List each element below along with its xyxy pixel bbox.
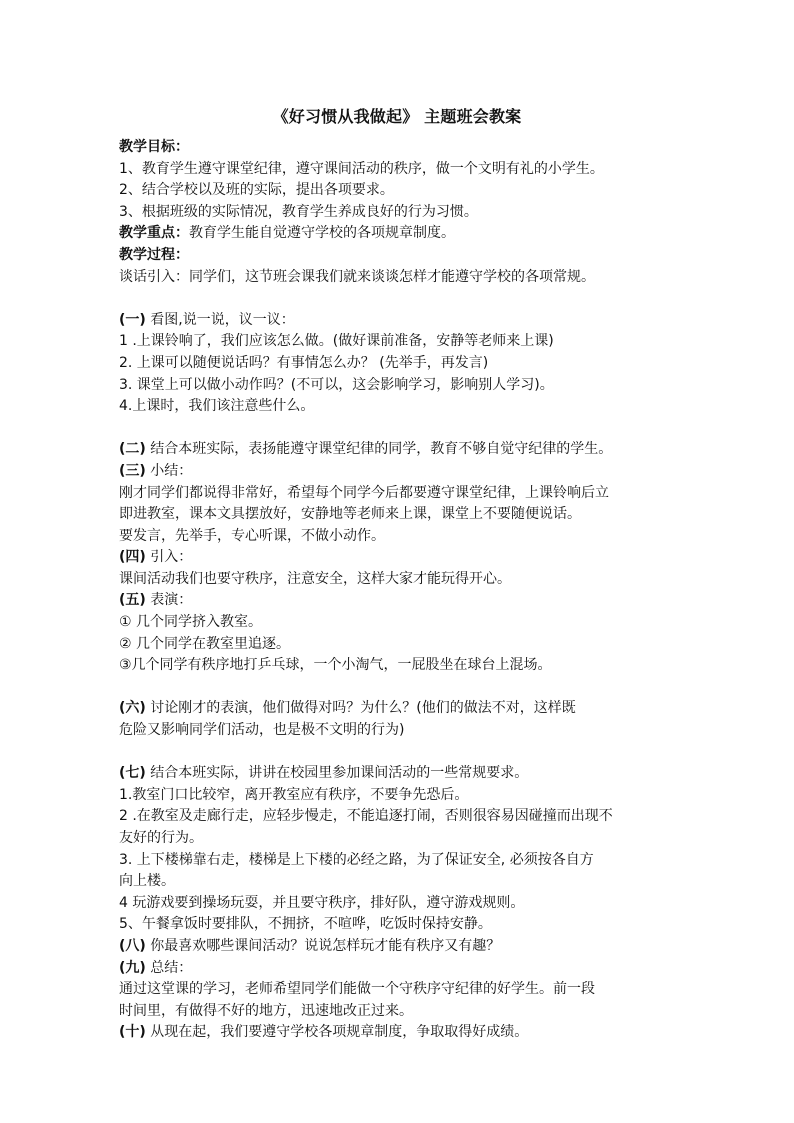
section-5-item: ① 几个同学挤入教室。: [119, 614, 263, 631]
section-10-text: 从现在起，我们要遵守学校各项规章制度，争取取得好成绩。: [145, 1024, 529, 1041]
section-4-body: 课间活动我们也要守秩序，注意安全，这样大家才能玩得开心。: [119, 570, 511, 587]
goal-item: 2、结合学校以及班的实际，提出各项要求。: [119, 182, 394, 199]
goal-item: 3、根据班级的实际情况，教育学生养成良好的行为习惯。: [119, 203, 478, 220]
section-1-item: 3. 课堂上可以做小动作吗？(不可以，这会影响学习，影响别人学习)。: [119, 376, 554, 393]
section-6-label: (六): [119, 700, 146, 717]
focus-text: 教育学生能自觉遵守学校的各项规章制度。: [189, 225, 455, 242]
spacer: [119, 418, 684, 440]
section-4-label: (四): [119, 549, 146, 566]
section-5-heading: [119, 590, 684, 612]
focus-label: 教学重点：: [119, 225, 189, 242]
section-7-item: 3. 上下楼梯靠右走，楼梯是上下楼的必经之路，为了保证安全, 必须按各自方: [119, 851, 594, 868]
section-7-heading: [119, 763, 684, 785]
section-6-body: 危险又影响同学们活动，也是极不文明的行为): [119, 722, 405, 739]
section-9-heading: [119, 958, 684, 980]
section-1-label: (一): [119, 311, 146, 328]
section-1-item: 4.上课时，我们该注意些什么。: [119, 398, 315, 415]
section-7-item: 5、午餐拿饭时要排队，不拥挤，不喧哗，吃饭时保持安静。: [119, 916, 492, 933]
section-7-item: 友好的行为。: [119, 830, 203, 846]
section-8-label: (八): [119, 937, 146, 954]
document-body: [119, 137, 684, 1044]
focus-line: [119, 223, 684, 245]
section-10-heading: [119, 1022, 684, 1044]
document-title: 《好习惯从我做起》 主题班会教案: [272, 107, 522, 126]
section-3-body: 要发言，先举手，专心听课，不做小动作。: [119, 527, 385, 544]
section-10-label: (十): [119, 1024, 146, 1041]
section-2-text: 结合本班实际，表扬能遵守课堂纪律的同学，教育不够自觉守纪律的学生。: [145, 441, 613, 458]
section-7-item: 向上楼。: [119, 873, 175, 890]
section-3-heading: [119, 461, 684, 483]
section-7-item: 2 .在教室及走廊行走，应轻步慢走，不能追逐打闹，否则很容易因碰撞而出现不: [119, 808, 613, 825]
section-1-heading: [119, 310, 684, 332]
process-heading: 教学过程：: [119, 246, 189, 263]
section-9-body: 通过这堂课的学习，老师希望同学们能做一个守秩序守纪律的好学生。前一段: [119, 981, 595, 998]
section-1-text: 看图,说一说，议一议：: [145, 311, 295, 328]
section-7-item: 4 玩游戏要到操场玩耍，并且要守秩序，排好队，遵守游戏规则。: [119, 894, 525, 911]
section-9-body: 时间里，有做得不好的地方，迅速地改正过来。: [119, 1002, 413, 1019]
section-8-text: 你最喜欢哪些课间活动？说说怎样玩才能有秩序又有趣？: [145, 937, 501, 954]
spacer: [119, 288, 684, 310]
section-5-label: (五): [119, 592, 146, 609]
spacer: [119, 742, 684, 764]
section-3-text: 小结：: [145, 462, 193, 479]
section-3-body: 即进教室，课本文具摆放好，安静地等老师来上课，课堂上不要随便说话。: [119, 506, 581, 523]
section-2-heading: [119, 439, 684, 461]
section-1-item: 1 .上课铃响了，我们应该怎么做。(做好课前准备，安静等老师来上课): [119, 333, 554, 350]
section-3-label: (三): [119, 462, 146, 479]
section-9-text: 总结：: [145, 959, 193, 976]
section-4-text: 引入：: [145, 549, 193, 566]
section-2-label: (二): [119, 441, 146, 458]
section-5-text: 表演：: [145, 592, 193, 609]
section-6-text: 讨论刚才的表演，他们做得对吗？为什么？(他们的做法不对，这样既: [145, 700, 576, 717]
section-5-item: ③几个同学有秩序地打乒乓球，一个小淘气，一屁股坐在球台上混场。: [119, 657, 552, 674]
section-5-item: ② 几个同学在教室里追逐。: [119, 635, 291, 652]
section-4-heading: [119, 547, 684, 569]
section-6-heading: [119, 698, 684, 720]
intro-text: 谈话引入：同学们，这节班会课我们就来谈谈怎样才能遵守学校的各项常规。: [119, 268, 595, 285]
section-8-heading: [119, 936, 684, 958]
section-1-item: 2. 上课可以随便说话吗？有事情怎么办？ (先举手，再发言): [119, 354, 489, 371]
section-7-text: 结合本班实际，讲讲在校园里参加课间活动的一些常规要求。: [145, 765, 529, 782]
section-7-item: 1.教室门口比较窄，离开教室应有秩序，不要争先恐后。: [119, 786, 469, 803]
goal-item: 1、教育学生遵守课堂纪律，遵守课间活动的秩序，做一个文明有礼的小学生。: [119, 160, 604, 177]
section-9-label: (九): [119, 959, 146, 976]
goals-heading: 教学目标：: [119, 139, 189, 155]
section-7-label: (七): [119, 765, 146, 782]
section-3-body: 刚才同学们都说得非常好，希望每个同学今后都要遵守课堂纪律，上课铃响后立: [119, 484, 609, 501]
spacer: [119, 677, 684, 699]
